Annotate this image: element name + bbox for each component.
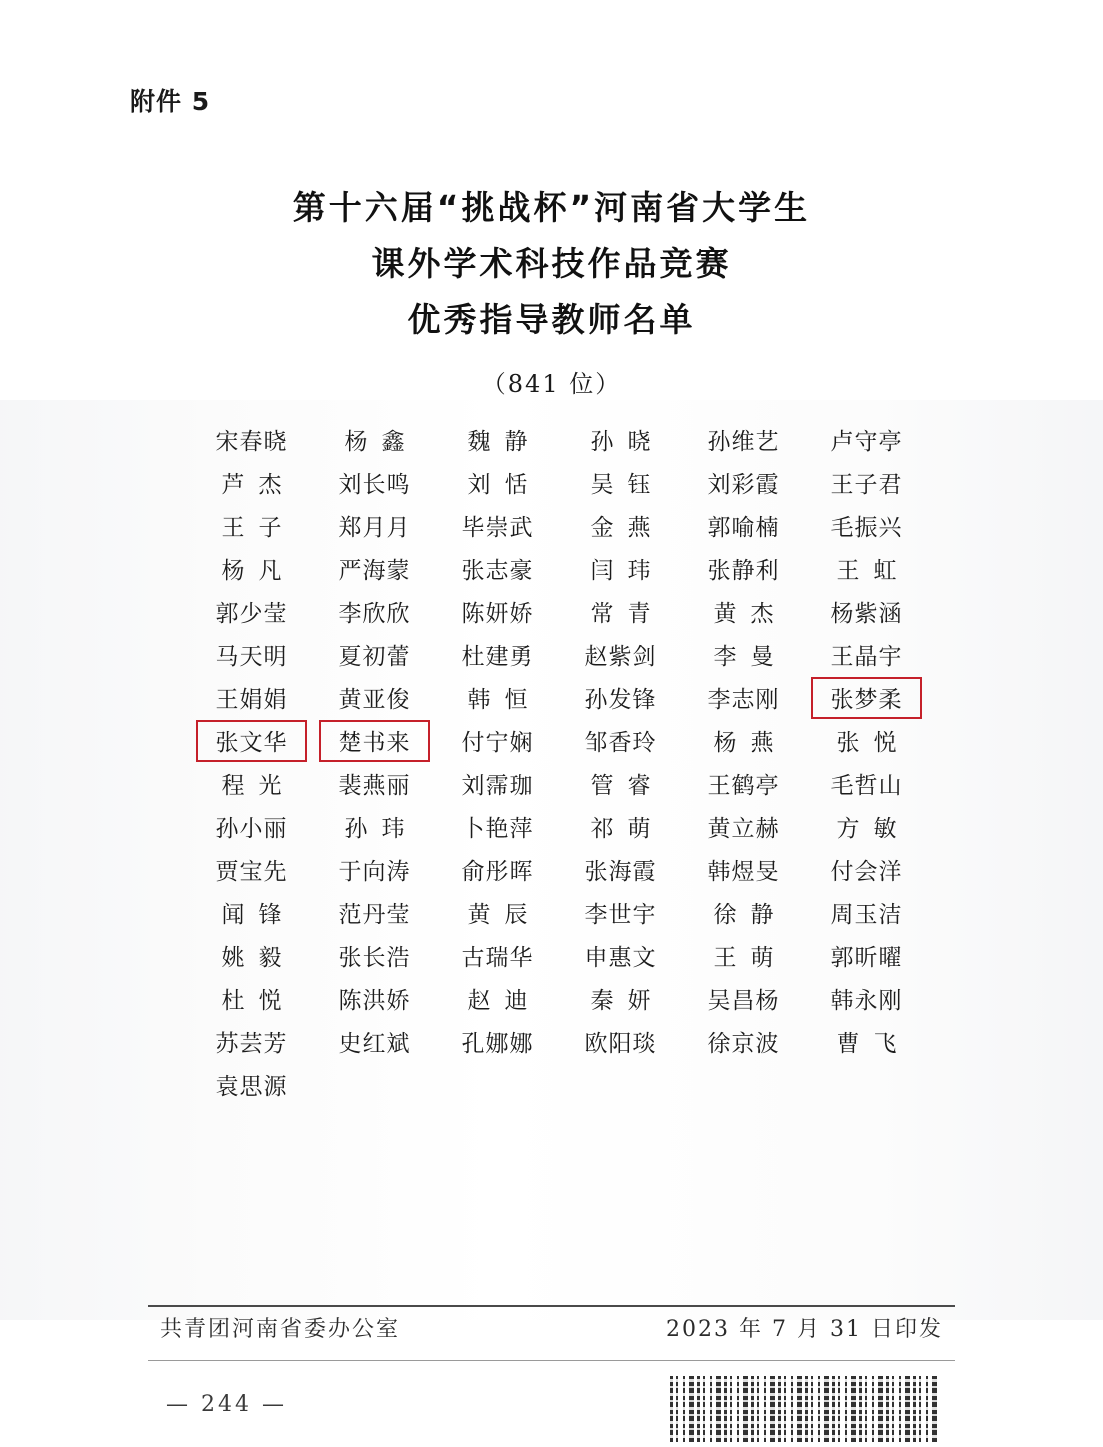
name-cell: 李曼 [713, 644, 788, 670]
title-line-1: 第十六届“挑战杯”河南省大学生 [292, 188, 811, 227]
name-cell: 杜悦 [221, 988, 296, 1014]
name-cell: 卢守亭 [830, 429, 903, 455]
name-cell: 史红斌 [338, 1031, 411, 1057]
barcode-icon [670, 1376, 940, 1442]
name-cell: 刘霈珈 [461, 773, 534, 799]
name-cell: 郭昕曜 [830, 945, 903, 971]
name-cell: 孙晓 [590, 429, 665, 455]
name-cell: 吴钰 [590, 472, 665, 498]
name-cell: 闻锋 [221, 902, 296, 928]
name-grid-row [190, 504, 930, 547]
highlighted-name-cell: 张文华 [190, 724, 313, 757]
attachment-label: 附件 5 [130, 87, 211, 116]
name-cell: 付会洋 [830, 859, 903, 885]
name-grid-row [190, 848, 930, 891]
name-cell: 陈妍娇 [461, 601, 534, 627]
name-cell: 郭少莹 [215, 601, 288, 627]
name-grid-row [190, 590, 930, 633]
name-cell: 黄辰 [467, 902, 542, 928]
name-cell: 陈洪娇 [338, 988, 411, 1014]
name-cell: 古瑞华 [461, 945, 534, 971]
name-cell: 祁萌 [590, 816, 665, 842]
name-cell: 张悦 [836, 730, 911, 756]
footer-divider-bottom [148, 1360, 955, 1361]
name-cell: 苏芸芳 [215, 1031, 288, 1057]
name-grid-row [190, 719, 930, 762]
total-count: （841 位） [481, 370, 622, 398]
name-cell: 李世宇 [584, 902, 657, 928]
name-cell: 毛哲山 [830, 773, 903, 799]
name-cell: 于向涛 [338, 859, 411, 885]
name-grid-row [190, 762, 930, 805]
name-cell: 付宁娴 [461, 730, 534, 756]
name-grid-row [190, 934, 930, 977]
name-cell: 孙小丽 [215, 816, 288, 842]
name-cell: 裴燕丽 [338, 773, 411, 799]
name-cell: 严海蒙 [338, 558, 411, 584]
name-grid-row [190, 547, 930, 590]
name-cell: 王子君 [830, 472, 903, 498]
name-cell: 张海霞 [584, 859, 657, 885]
name-cell: 杨燕 [713, 730, 788, 756]
name-cell: 吴昌杨 [707, 988, 780, 1014]
name-cell: 王子 [221, 515, 296, 541]
teacher-name-grid [190, 418, 930, 1106]
name-cell: 韩恒 [467, 687, 542, 713]
name-cell: 李志刚 [707, 687, 780, 713]
name-cell: 韩煜旻 [707, 859, 780, 885]
name-cell: 徐京波 [707, 1031, 780, 1057]
name-cell: 贾宝先 [215, 859, 288, 885]
highlighted-name-cell: 楚书来 [313, 724, 436, 757]
name-cell: 黄亚俊 [338, 687, 411, 713]
name-cell: 毕崇武 [461, 515, 534, 541]
name-cell: 郑月月 [338, 515, 411, 541]
name-cell: 邹香玲 [584, 730, 657, 756]
name-cell: 徐静 [713, 902, 788, 928]
name-cell: 周玉洁 [830, 902, 903, 928]
name-cell: 金燕 [590, 515, 665, 541]
name-grid-row [190, 1063, 930, 1106]
name-cell: 韩永刚 [830, 988, 903, 1014]
name-cell: 杨鑫 [344, 429, 419, 455]
name-grid-row [190, 633, 930, 676]
name-grid-row [190, 891, 930, 934]
name-cell: 黄立赫 [707, 816, 780, 842]
name-cell: 杨紫涵 [830, 601, 903, 627]
name-cell: 张长浩 [338, 945, 411, 971]
name-cell: 赵迪 [467, 988, 542, 1014]
name-cell: 孙玮 [344, 816, 419, 842]
name-grid-row [190, 461, 930, 504]
name-cell: 程光 [221, 773, 296, 799]
name-cell: 张志豪 [461, 558, 534, 584]
name-cell: 芦杰 [221, 472, 296, 498]
name-cell: 刘彩霞 [707, 472, 780, 498]
name-cell: 杜建勇 [461, 644, 534, 670]
name-cell: 王萌 [713, 945, 788, 971]
title-line-2: 课外学术科技作品竞赛 [371, 244, 732, 283]
name-cell: 刘恬 [467, 472, 542, 498]
name-cell: 杨凡 [221, 558, 296, 584]
name-cell: 刘长鸣 [338, 472, 411, 498]
name-cell: 姚毅 [221, 945, 296, 971]
name-cell: 黄杰 [713, 601, 788, 627]
name-cell: 王娟娟 [215, 687, 288, 713]
name-cell: 卜艳萍 [461, 816, 534, 842]
name-cell: 毛振兴 [830, 515, 903, 541]
name-cell: 夏初蕾 [338, 644, 411, 670]
name-cell: 王虹 [836, 558, 911, 584]
name-cell: 袁思源 [215, 1074, 288, 1100]
name-grid-row [190, 1020, 930, 1063]
name-cell: 闫玮 [590, 558, 665, 584]
name-cell: 张静利 [707, 558, 780, 584]
name-cell: 李欣欣 [338, 601, 411, 627]
name-cell: 魏静 [467, 429, 542, 455]
name-cell: 赵紫剑 [584, 644, 657, 670]
footer-divider-top [148, 1305, 955, 1307]
name-cell: 宋春晓 [215, 429, 288, 455]
name-cell: 欧阳琰 [584, 1031, 657, 1057]
footer-issuer: 共青团河南省委办公室 [160, 1317, 401, 1342]
name-cell: 俞彤晖 [461, 859, 534, 885]
name-cell: 郭喻楠 [707, 515, 780, 541]
name-cell: 孙发锋 [584, 687, 657, 713]
name-grid-row [190, 676, 930, 719]
name-cell: 申惠文 [584, 945, 657, 971]
name-cell: 管睿 [590, 773, 665, 799]
name-grid-row [190, 977, 930, 1020]
name-cell: 常青 [590, 601, 665, 627]
name-cell: 孔娜娜 [461, 1031, 534, 1057]
name-cell: 秦妍 [590, 988, 665, 1014]
name-grid-row [190, 418, 930, 461]
highlighted-name-cell: 张梦柔 [805, 681, 928, 714]
title-line-3: 优秀指导教师名单 [407, 300, 696, 339]
name-cell: 孙维艺 [707, 429, 780, 455]
name-cell: 马天明 [215, 644, 288, 670]
name-cell: 范丹莹 [338, 902, 411, 928]
name-cell: 方敏 [836, 816, 911, 842]
name-grid-row [190, 805, 930, 848]
page-number: — 244 — [166, 1392, 287, 1417]
name-cell: 王鹤亭 [707, 773, 780, 799]
document-title-block [0, 180, 1103, 399]
footer-date: 2023 年 7 月 31 日印发 [666, 1317, 943, 1342]
name-cell: 曹飞 [836, 1031, 911, 1057]
name-cell: 王晶宇 [830, 644, 903, 670]
